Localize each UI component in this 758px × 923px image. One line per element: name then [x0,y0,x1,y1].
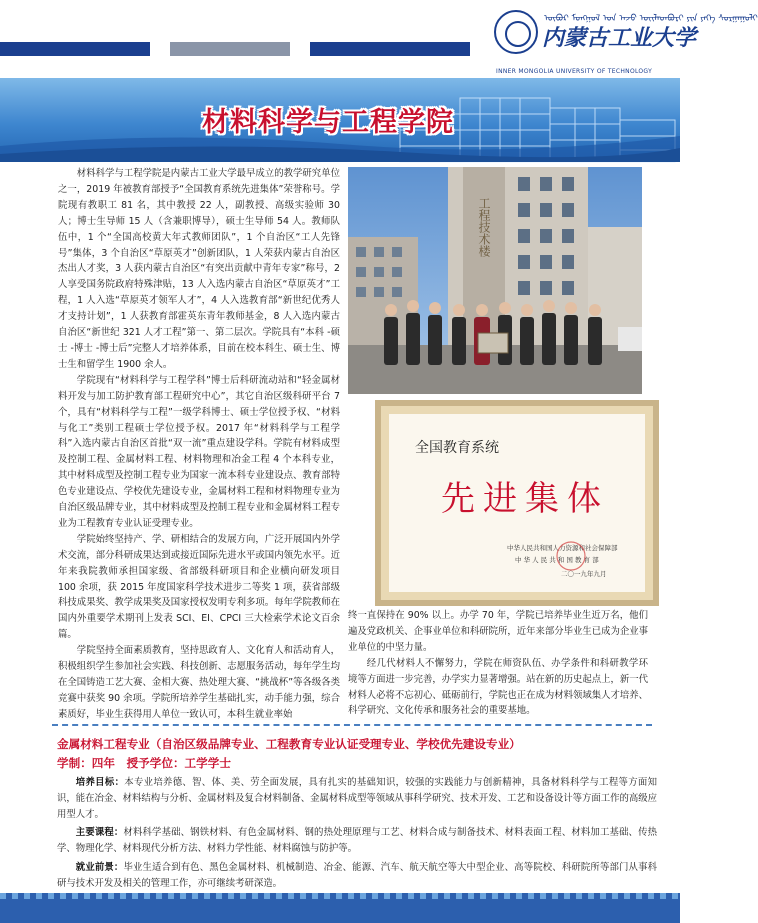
group-photo-illustration [348,167,642,394]
major-courses-label: 主要课程： [75,827,124,839]
major-title: 金属材料工程专业（自治区级品牌专业、工程教育专业认证受理专业、学校优先建设专业） [57,737,521,751]
header-stripe [170,42,290,56]
major-goal-text: 本专业培养德、智、体、美、劳全面发展，具有扎实的基础知识，较强的实践能力与创新精神，具备材料科学与工程等方面知识，能在冶金、材料结构与分析、金属材料及复合材料制备、金属材料成型等领域从事科学研究、技术开发、工艺和设备设计等方面工作的高级应用型人才。 [57,777,658,820]
intro-continuation: 终一直保持在 90% 以上。办学 70 年，学院已培养毕业生近万名，他们遍及党政机关、企事业单位和科研院所，近年来部分毕业生已成为企业事业单位的中坚力量。 [348,610,649,653]
logo-chinese-name: 内蒙古工业大学 [542,25,697,51]
award-plaque-illustration [375,400,659,606]
page-title: 材料科学与工程学院 [202,107,454,138]
plaque-header: 全国教育系统 [415,440,499,456]
logo-mongolian-text: ᠦᠪᠦᠷ ᠮᠣᠩᠭᠣᠯ ᠤᠨ ᠠᠵᠤ ᠦᠢᠯᠡᠳᠪᠦᠷᠢ ᠶᠢᠨ ᠶᠡᠬᠡ ᠰᠤᠷᠭᠠᠭᠤᠯᠢ [544,14,758,24]
university-logo [492,8,758,78]
plaque-issuer-1: 中华人民共和国人力资源和社会保障部 [507,544,618,552]
major-courses-text: 材料科学基础、钢铁材料、有色金属材料、钢的热处理原理与工艺、材料合成与制备技术、材料表面工程、材料加工基础、传热学、物理化学、材料现代分析方法、材料力学性能、材料腐蚀与防护等。 [57,827,657,855]
major-goal [57,775,657,822]
intro-text-column [58,166,340,723]
intro-continuation-column [348,608,648,719]
major-goal-label: 培养目标： [75,777,125,788]
major-career-text: 毕业生适合到有色、黑色金属材料、机械制造、冶金、能源、汽车、航天航空等大中型企业、高等院校、科研院所等部门从事科研与技术开发及相关的管理工作，亦可继续考研深造。 [57,861,657,889]
award-plaque-photo [375,400,659,606]
group-photo [348,167,642,394]
header-stripes [0,42,470,56]
major-subtitle: 学制：四年 授予学位：工学学士 [57,756,231,770]
plaque-main-text: 先进集体 [441,479,609,519]
major-career-label: 就业前景： [75,861,124,873]
building-sign: 工程技术楼 [477,197,491,257]
intro-paragraph: 学院现有“材料科学与工程学科”博士后科研流动站和“轻金属材料开发与加工防护教育部工程研究中心”，其它自治区级科研平台 7 个，具有“材料科学与工程”一级学科博士、硕士学位授予权、“材料与化工”类别工程硕士学位授予权。2017 年“材料科学与工程学科”入选内蒙古自治区首批“双一流”重点建设学科。学院有材料成型及控制工程、金属材料工程、材料物理和冶金工程 4 个本科专业，其中材料成型及控制工程专业为国家一流本科专业建设点、教育部特色专业建设点、学校优先建设专业，金属材料工程和材料物理专业为自治区级品牌专业，其中材料成型及控制工程专业和金属材料工程专业为工程教育专业认证受理专业。 [58,374,340,529]
footer-band [0,893,680,899]
intro-paragraph: 材料科学与工程学院是内蒙古工业大学最早成立的教学研究单位之一，2019 年被教育部授予“全国教育系统先进集体”荣誉称号。学院现有教职工 81 名，其中教授 22 人，副教授、高级实验师 30 人；博士生导师 15 人（含兼职博导），硕士生导师 54 人。教师队伍中，1 个“全国高校黄大年式教师团队”，1 个自治区“工人先锋号”集体，3 个自治区“草原英才”创新团队，1 人荣获内蒙古自治区杰出人才奖，3 人获内蒙古自治区“有突出贡献中青年专家”称号，2 人享受国务院政府特殊津贴，13 人入选内蒙古自治区“草原英才”工程，1 人入选“草原英才领军人才”，4 人入选教育部“新世纪优秀人才支持计划”，1 人获教育部霍英东青年教师基金，8 人入选内蒙古自治区“新世纪 321 人才工程”第一、第二层次。学院具有“本科 -硕士 -博士 -博士后”完整人才培养体系，目前在校本科生、硕士生、博士生和留学生 1900 余人。 [58,168,340,370]
intro-closing: 经几代材料人不懈努力，学院在师资队伍、办学条件和科研教学环境等方面进一步完善，办学实力显著增强。站在新的历史起点上，新一代材料人必将不忘初心、砥砺前行，学院也正在成为材料领域集人才培养、科学研究、文化传承和服务社会的重要基地。 [348,657,649,717]
major-courses [57,825,657,857]
university-seal-icon [494,10,538,54]
major-career [57,860,657,892]
plaque-issuer-2: 中 华 人 民 共 和 国 教 育 部 [515,556,599,564]
major-section [57,736,657,895]
section-divider [52,724,652,726]
header-stripe [310,42,470,56]
header-stripe [0,42,150,56]
logo-english-name: INNER MONGOLIA UNIVERSITY OF TECHNOLOGY [496,68,653,75]
intro-paragraph: 学院坚持全面素质教育，坚持思政育人、文化育人和活动育人，积极组织学生参加社会实践、科技创新、志愿服务活动，每年学生均在全国铸造工艺大赛、金相大赛、热处理大赛、“挑战杯”等各级各类竞赛中获奖 90 余项。学院所培养学生基础扎实，动手能力强，综合素质好，毕业生获得用人单位一致认可，本科生就业率始 [58,645,340,720]
plaque-date: 二〇一九年九月 [561,570,607,578]
intro-paragraph: 学院始终坚持产、学、研相结合的发展方向，广泛开展国内外学术交流，部分科研成果达到或接近国际先进水平或国内领先水平。近年来我院教师承担国家级、省部级科研项目和企业横向研发项目 100 余项，获 2015 年度国家科学技术进步二等奖 1 项，获省部级科技成果奖、教学成果奖及国家授权发明专利多项。每年学院教师在国内外重要学术期刊上发表 SCI、EI、CPCI 三大检索学术论文百余篇。 [58,533,340,641]
